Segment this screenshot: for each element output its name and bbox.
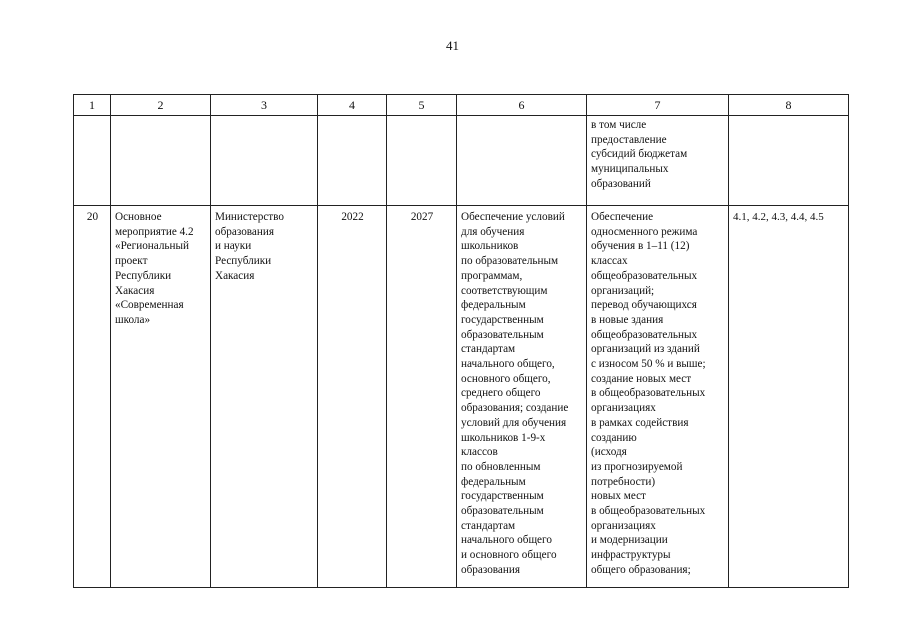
row-result: Обеспечение условий для обучения школьников по образовательным программам, соответствующим федеральным государственным образовательным стандартам начального общего, основного общего, среднего общего образования; создание условий для обучения школьников 1-9-х классов по обновленным федеральным государственным образовательным стандартам начального общего и основного общего образования (457, 206, 587, 588)
header-col-6: 6 (457, 95, 587, 116)
row-directions: Обеспечение односменного режима обучения в 1–11 (12) классах общеобразовательных организаций; перевод обучающихся в новые здания общеобразовательных организаций из зданий с износом 50 % и выше; создание новых мест в общеобразовательных организациях в рамках содействия созданию (исходя из прогнозируемой потребности) новых мест в общеобразовательных организациях и модернизации инфраструктуры общего образования; (587, 206, 729, 588)
row-number: 20 (74, 206, 111, 588)
cont-cell-1 (74, 116, 111, 206)
header-col-8: 8 (729, 95, 849, 116)
header-col-3: 3 (211, 95, 318, 116)
header-col-2: 2 (111, 95, 211, 116)
cont-cell-2 (111, 116, 211, 206)
cont-cell-8 (729, 116, 849, 206)
row-indicators: 4.1, 4.2, 4.3, 4.4, 4.5 (729, 206, 849, 588)
row-start-year: 2022 (318, 206, 387, 588)
page-number: 41 (446, 38, 459, 53)
header-col-4: 4 (318, 95, 387, 116)
cont-cell-3 (211, 116, 318, 206)
row-end-year: 2027 (387, 206, 457, 588)
cont-cell-6 (457, 116, 587, 206)
header-col-5: 5 (387, 95, 457, 116)
row-executor: Министерство образования и науки Республики Хакасия (211, 206, 318, 588)
cont-cell-4 (318, 116, 387, 206)
cont-cell-5 (387, 116, 457, 206)
table-row (74, 206, 849, 588)
continuation-row (74, 116, 849, 206)
header-col-7: 7 (587, 95, 729, 116)
header-row (74, 95, 849, 116)
header-col-1: 1 (74, 95, 111, 116)
cont-cell-7: в том числе предоставление субсидий бюджетам муниципальных образований (587, 116, 729, 206)
row-event: Основное мероприятие 4.2 «Региональный проект Республики Хакасия «Современная школа» (111, 206, 211, 588)
program-table (73, 94, 849, 588)
